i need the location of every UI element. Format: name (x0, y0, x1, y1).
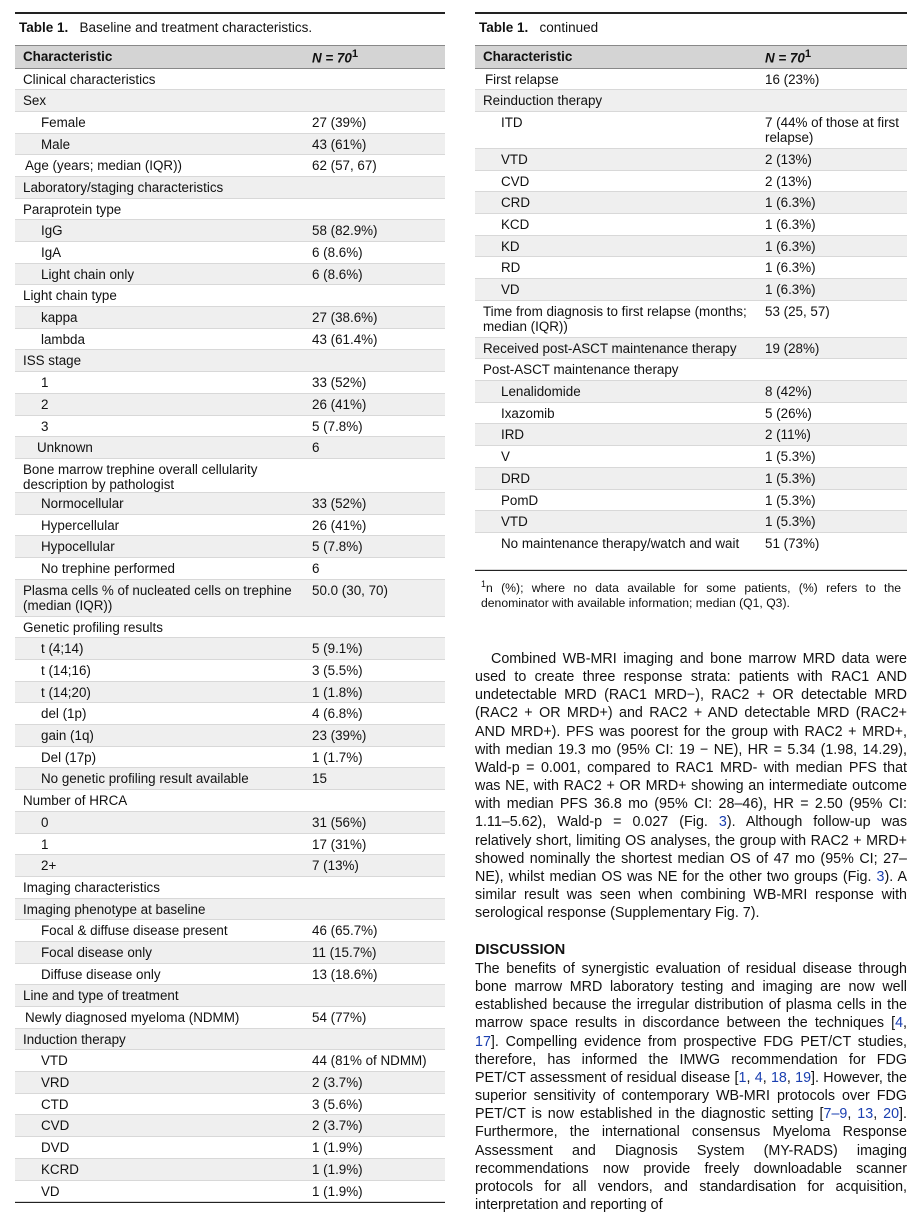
characteristic-cell: t (14;16) (15, 660, 308, 682)
characteristic-cell: KCD (475, 213, 761, 235)
value-cell: 2 (3.7%) (308, 1115, 445, 1137)
table-row (15, 328, 445, 350)
caption-label: Table 1. (479, 20, 529, 35)
reference-link[interactable]: 19 (795, 1069, 812, 1086)
characteristic-cell: RD (475, 257, 761, 279)
value-cell (761, 90, 907, 112)
value-cell: 27 (39%) (308, 111, 445, 133)
characteristic-cell: kappa (15, 307, 308, 329)
table-row (475, 359, 907, 381)
characteristic-cell: ITD (475, 111, 761, 148)
table-row (15, 220, 445, 242)
characteristic-cell: IRD (475, 424, 761, 446)
discussion-heading: DISCUSSION (475, 942, 566, 958)
table-row (15, 616, 445, 638)
characteristic-cell: Time from diagnosis to first relapse (months; median (IQR)) (475, 300, 761, 337)
paragraph-text: Combined WB-MRI imaging and bone marrow MRD data were used to create three response strata: patients with RAC1 AND undetectable MRD (RAC1 MRD−), RAC2 + OR detectable MRD (RAC2 + OR MRD+) and RAC2 + AND detectable MRD (RAC2+ AND MRD+). PFS was poorest for the group with RAC2 + MRD+, with median 19.3 mo (95% CI: 19 − NE), HR = 5.34 (1.98, 14.29), Wald-p = 0.001, compared to RAC1 MRD- with median PFS that was NE, with RAC2 + OR MRD+ showing an intermediate outcome with median PFS 36.8 mo (95% CI: 28–46), HR = 2.50 (95% CI: 1.11–5.62), Wald-p = 0.027 (Fig. (475, 651, 907, 831)
table-row (15, 985, 445, 1007)
reference-link[interactable]: 17 (475, 1033, 491, 1050)
value-cell: 6 (8.6%) (308, 263, 445, 285)
value-cell: 1 (1.8%) (308, 681, 445, 703)
value-cell: 44 (81% of NDMM) (308, 1050, 445, 1072)
characteristic-cell: Hypercellular (15, 514, 308, 536)
reference-link[interactable]: 3 (876, 868, 885, 885)
value-cell: 5 (9.1%) (308, 638, 445, 660)
characteristic-cell: Imaging phenotype at baseline (15, 898, 308, 920)
table-caption (15, 14, 445, 45)
table-row (475, 257, 907, 279)
characteristic-cell: Line and type of treatment (15, 985, 308, 1007)
caption-text: Baseline and treatment characteristics. (79, 20, 313, 35)
characteristic-cell: No trephine performed (15, 557, 308, 579)
table-row (475, 90, 907, 112)
value-cell: 1 (5.3%) (761, 511, 907, 533)
characteristic-cell: DRD (475, 467, 761, 489)
baseline-table (15, 45, 445, 1202)
table-row (15, 876, 445, 898)
value-cell: 8 (42%) (761, 381, 907, 403)
value-cell: 1 (1.9%) (308, 1137, 445, 1159)
characteristic-cell: Induction therapy (15, 1028, 308, 1050)
table-row (15, 1007, 445, 1029)
reference-link[interactable]: 18 (770, 1069, 787, 1086)
table-row (475, 111, 907, 148)
table-row (15, 133, 445, 155)
table-row (15, 833, 445, 855)
reference-link[interactable]: 4 (895, 1015, 904, 1032)
value-cell: 1 (5.3%) (761, 467, 907, 489)
table-row (475, 337, 907, 359)
characteristic-cell: Plasma cells % of nucleated cells on trephine (median (IQR)) (15, 579, 308, 616)
value-cell: 26 (41%) (308, 514, 445, 536)
characteristic-cell: CTD (15, 1093, 308, 1115)
table-row (15, 725, 445, 747)
value-cell: 6 (8.6%) (308, 242, 445, 264)
value-cell: 1 (6.3%) (761, 213, 907, 235)
characteristic-cell: Focal & diffuse disease present (15, 920, 308, 942)
value-cell: 7 (13%) (308, 855, 445, 877)
value-cell: 26 (41%) (308, 393, 445, 415)
paragraph-text: ]. However, the superior sensitivity of contemporary WB-MRI protocols over FDG PET/CT is now established in the diagnostic setting [ (475, 1069, 908, 1123)
value-cell: 27 (38.6%) (308, 307, 445, 329)
table-row (15, 492, 445, 514)
table-row (475, 68, 907, 90)
reference-link[interactable]: 13 (857, 1106, 874, 1123)
table-row (475, 148, 907, 170)
value-cell: 23 (39%) (308, 725, 445, 747)
table-row (475, 192, 907, 214)
paragraph-text: ]. Furthermore, the international consensus Myeloma Response Assessment and Diagnosis System (MY-RADS) imaging recommendations now provide freely downloadable scanner protocols for all vendors, and standardisation for acquisition, interpretation and reporting of (475, 1106, 907, 1214)
table-row (15, 941, 445, 963)
value-cell: 17 (31%) (308, 833, 445, 855)
value-cell: 51 (73%) (761, 532, 907, 569)
table-row (475, 381, 907, 403)
paragraph-text: ). Although follow-up was relatively short, limiting OS analyses, the group with RAC2 + MRD+ showed nominally the shortest median OS of 47 mo (95% CI; 27–NE), whilst median OS was NE for the other two groups (Fig. (475, 814, 907, 885)
paragraph-text: , (847, 1106, 858, 1123)
table-row (15, 437, 445, 459)
characteristic-cell: KD (475, 235, 761, 257)
value-cell: 46 (65.7%) (308, 920, 445, 942)
characteristic-cell: CVD (475, 170, 761, 192)
results-paragraph (475, 650, 907, 922)
table-row (15, 242, 445, 264)
characteristic-cell: Post-ASCT maintenance therapy (475, 359, 761, 381)
table-row (475, 402, 907, 424)
characteristic-cell: Reinduction therapy (475, 90, 761, 112)
characteristic-cell: t (14;20) (15, 681, 308, 703)
reference-link[interactable]: 3 (718, 814, 727, 831)
characteristic-cell: Received post-ASCT maintenance therapy (475, 337, 761, 359)
table-row (15, 790, 445, 812)
value-cell (308, 458, 445, 492)
value-cell: 13 (18.6%) (308, 963, 445, 985)
reference-link[interactable]: 20 (883, 1106, 900, 1123)
left-table-block (15, 12, 445, 1203)
discussion-paragraph (475, 960, 907, 1214)
table-row (475, 446, 907, 468)
characteristic-cell: Normocellular (15, 492, 308, 514)
value-cell: 1 (6.3%) (761, 257, 907, 279)
value-cell: 62 (57, 67) (308, 155, 445, 177)
characteristic-cell: Unknown (15, 437, 308, 459)
paragraph-text: , (746, 1069, 755, 1086)
reference-link[interactable]: 4 (754, 1069, 763, 1086)
characteristic-cell: IgG (15, 220, 308, 242)
characteristic-cell: Number of HRCA (15, 790, 308, 812)
table-row (475, 170, 907, 192)
characteristic-cell: First relapse (475, 68, 761, 90)
characteristic-cell: PomD (475, 489, 761, 511)
value-cell: 5 (26%) (761, 402, 907, 424)
table-row (15, 372, 445, 394)
characteristic-cell: Light chain only (15, 263, 308, 285)
header-characteristic: Characteristic (15, 46, 308, 69)
table-caption (475, 14, 907, 45)
table-row (15, 638, 445, 660)
value-cell: 3 (5.6%) (308, 1093, 445, 1115)
table-row (15, 393, 445, 415)
table-row (15, 1028, 445, 1050)
footnote-text: n (%); where no data available for some patients, (%) refers to the denominator with available information; median (Q1, Q3). (481, 580, 901, 610)
table-row (15, 898, 445, 920)
table-row (15, 198, 445, 220)
paragraph-text: ]. Compelling evidence from prospective FDG PET/CT studies, therefore, has informed the IMWG recommendation for FDG PET/CT assessment of residual disease [ (475, 1033, 907, 1086)
characteristic-cell: VTD (15, 1050, 308, 1072)
value-cell: 4 (6.8%) (308, 703, 445, 725)
table-row (15, 90, 445, 112)
table-row (15, 536, 445, 558)
reference-link[interactable]: 7–9 (823, 1106, 848, 1123)
value-cell: 2 (3.7%) (308, 1072, 445, 1094)
value-cell (308, 1028, 445, 1050)
value-cell (308, 285, 445, 307)
value-cell: 3 (5.5%) (308, 660, 445, 682)
table-row (15, 768, 445, 790)
table-row (15, 1093, 445, 1115)
characteristic-cell: DVD (15, 1137, 308, 1159)
header-characteristic: Characteristic (475, 46, 761, 69)
value-cell: 6 (308, 557, 445, 579)
table-header-row (475, 46, 907, 69)
characteristic-cell: 2 (15, 393, 308, 415)
value-cell: 1 (1.9%) (308, 1158, 445, 1180)
paragraph-text: The benefits of synergistic evaluation of residual disease through bone marrow MRD laboratory testing and imaging are now well established because the irregular distribution of plasma cells in the marrow space results in discordance between the techniques [ (475, 961, 907, 1032)
value-cell (308, 68, 445, 90)
characteristic-cell: 1 (15, 833, 308, 855)
characteristic-cell: Newly diagnosed myeloma (NDMM) (15, 1007, 308, 1029)
value-cell: 6 (308, 437, 445, 459)
value-cell: 58 (82.9%) (308, 220, 445, 242)
table-row (15, 111, 445, 133)
table-row (15, 1180, 445, 1202)
caption-label: Table 1. (19, 20, 69, 35)
characteristic-cell: Light chain type (15, 285, 308, 307)
header-n (308, 46, 445, 69)
value-cell (308, 985, 445, 1007)
value-cell (308, 176, 445, 198)
characteristic-cell: Female (15, 111, 308, 133)
value-cell (761, 359, 907, 381)
table-row (15, 811, 445, 833)
table-row (15, 920, 445, 942)
table-row (475, 489, 907, 511)
value-cell: 1 (6.3%) (761, 192, 907, 214)
caption-text: continued (539, 20, 599, 35)
characteristic-cell: Diffuse disease only (15, 963, 308, 985)
table-row (15, 350, 445, 372)
value-cell: 5 (7.8%) (308, 536, 445, 558)
characteristic-cell: 0 (15, 811, 308, 833)
characteristic-cell: del (1p) (15, 703, 308, 725)
table-row (15, 176, 445, 198)
characteristic-cell: 1 (15, 372, 308, 394)
characteristic-cell: Male (15, 133, 308, 155)
characteristic-cell: KCRD (15, 1158, 308, 1180)
header-n-footnote: 1 (804, 48, 812, 61)
table-row (475, 213, 907, 235)
value-cell: 1 (1.7%) (308, 746, 445, 768)
right-table-block (475, 12, 907, 611)
characteristic-cell: Imaging characteristics (15, 876, 308, 898)
value-cell: 54 (77%) (308, 1007, 445, 1029)
paragraph-text: ). A similar result was seen when combining WB-MRI response with serological response (Supplementary Fig. 7). (475, 868, 908, 922)
value-cell: 5 (7.8%) (308, 415, 445, 437)
value-cell: 1 (6.3%) (761, 235, 907, 257)
characteristic-cell: VRD (15, 1072, 308, 1094)
table-row (15, 458, 445, 492)
characteristic-cell: Genetic profiling results (15, 616, 308, 638)
table-row (15, 1050, 445, 1072)
value-cell: 7 (44% of those at first relapse) (761, 111, 907, 148)
reference-link[interactable]: 1 (738, 1069, 747, 1086)
characteristic-cell: VTD (475, 148, 761, 170)
table-row (15, 68, 445, 90)
table-row (15, 307, 445, 329)
characteristic-cell: IgA (15, 242, 308, 264)
table-row (475, 424, 907, 446)
table-row (15, 1158, 445, 1180)
characteristic-cell: Bone marrow trephine overall cellularity description by pathologist (15, 458, 308, 492)
value-cell: 2 (11%) (761, 424, 907, 446)
table-row (15, 285, 445, 307)
value-cell: 1 (5.3%) (761, 446, 907, 468)
value-cell: 16 (23%) (761, 68, 907, 90)
characteristic-cell: Lenalidomide (475, 381, 761, 403)
characteristic-cell: 3 (15, 415, 308, 437)
table-row (15, 557, 445, 579)
value-cell: 33 (52%) (308, 372, 445, 394)
characteristic-cell: No genetic profiling result available (15, 768, 308, 790)
table-footnote (475, 571, 907, 611)
value-cell: 19 (28%) (761, 337, 907, 359)
footnote-mark: 1 (481, 578, 487, 589)
table-row (15, 155, 445, 177)
table-row (15, 514, 445, 536)
characteristic-cell: Ixazomib (475, 402, 761, 424)
value-cell: 53 (25, 57) (761, 300, 907, 337)
characteristic-cell: Laboratory/staging characteristics (15, 176, 308, 198)
characteristic-cell: ISS stage (15, 350, 308, 372)
table-row (15, 1115, 445, 1137)
value-cell: 43 (61%) (308, 133, 445, 155)
value-cell: 2 (13%) (761, 148, 907, 170)
value-cell: 50.0 (30, 70) (308, 579, 445, 616)
characteristic-cell: Clinical characteristics (15, 68, 308, 90)
value-cell (308, 876, 445, 898)
value-cell: 1 (1.9%) (308, 1180, 445, 1202)
characteristic-cell: Del (17p) (15, 746, 308, 768)
table-row (15, 263, 445, 285)
table-row (15, 746, 445, 768)
value-cell: 33 (52%) (308, 492, 445, 514)
table-row (475, 511, 907, 533)
header-n-text: N = 70 (312, 50, 352, 66)
table-row (15, 1137, 445, 1159)
characteristic-cell: VD (475, 279, 761, 301)
paragraph-text: , (873, 1106, 884, 1123)
characteristic-cell: CVD (15, 1115, 308, 1137)
table-row (15, 660, 445, 682)
characteristic-cell: VTD (475, 511, 761, 533)
value-cell (308, 198, 445, 220)
table-row (15, 855, 445, 877)
table-row (475, 279, 907, 301)
table-header-row (15, 46, 445, 69)
value-cell: 11 (15.7%) (308, 941, 445, 963)
paragraph-text: , (762, 1069, 771, 1086)
table-row (15, 579, 445, 616)
header-n-text: N = 70 (765, 50, 805, 66)
characteristic-cell: Age (years; median (IQR)) (15, 155, 308, 177)
characteristic-cell: Sex (15, 90, 308, 112)
table-row (15, 681, 445, 703)
table-row (475, 467, 907, 489)
header-n (761, 46, 907, 69)
value-cell: 31 (56%) (308, 811, 445, 833)
table-row (475, 300, 907, 337)
value-cell: 43 (61.4%) (308, 328, 445, 350)
value-cell: 1 (5.3%) (761, 489, 907, 511)
characteristic-cell: 2+ (15, 855, 308, 877)
bottom-rule (15, 1202, 445, 1203)
table-row (475, 532, 907, 569)
paragraph-text: , (903, 1015, 907, 1032)
table-row (15, 963, 445, 985)
characteristic-cell: lambda (15, 328, 308, 350)
continued-table (475, 45, 907, 570)
table-row (475, 235, 907, 257)
header-n-footnote: 1 (351, 48, 359, 61)
value-cell (308, 350, 445, 372)
paragraph-text: , (786, 1069, 796, 1086)
table-row (15, 703, 445, 725)
characteristic-cell: gain (1q) (15, 725, 308, 747)
characteristic-cell: Hypocellular (15, 536, 308, 558)
characteristic-cell: VD (15, 1180, 308, 1202)
characteristic-cell: t (4;14) (15, 638, 308, 660)
characteristic-cell: V (475, 446, 761, 468)
value-cell (308, 90, 445, 112)
characteristic-cell: No maintenance therapy/watch and wait (475, 532, 761, 569)
characteristic-cell: CRD (475, 192, 761, 214)
value-cell (308, 898, 445, 920)
value-cell (308, 790, 445, 812)
table-row (15, 1072, 445, 1094)
characteristic-cell: Focal disease only (15, 941, 308, 963)
value-cell (308, 616, 445, 638)
value-cell: 2 (13%) (761, 170, 907, 192)
table-row (15, 415, 445, 437)
characteristic-cell: Paraprotein type (15, 198, 308, 220)
value-cell: 1 (6.3%) (761, 279, 907, 301)
value-cell: 15 (308, 768, 445, 790)
